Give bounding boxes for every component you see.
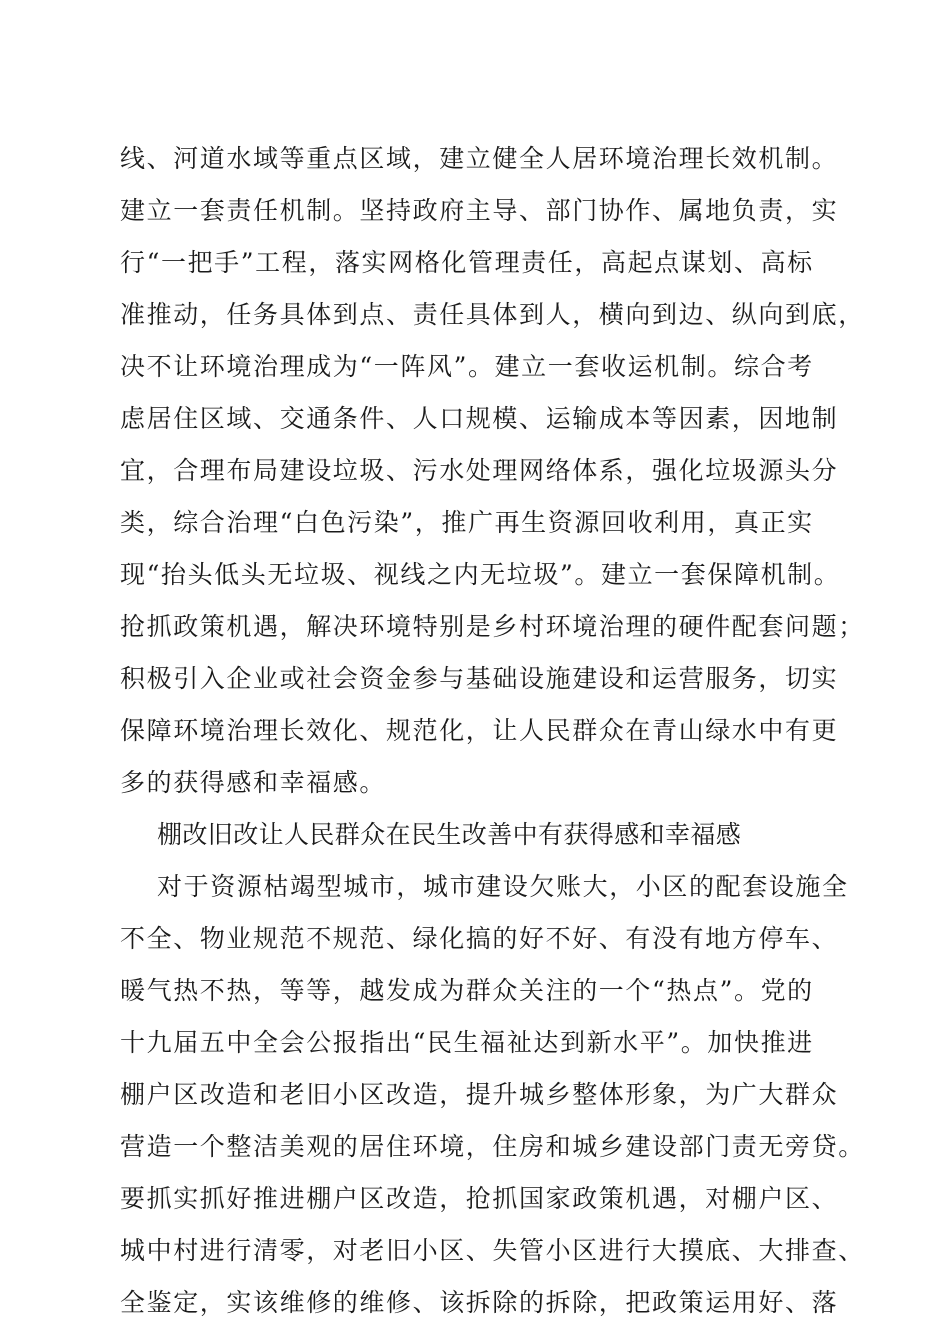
paragraph-line: 对于资源枯竭型城市，城市建设欠账大，小区的配套设施全 bbox=[157, 872, 849, 901]
paragraph-line: 十九届五中全会公报指出“民生福祉达到新水平”。加快推进 bbox=[120, 1028, 814, 1057]
paragraph-line: 虑居住区域、交通条件、人口规模、运输成本等因素，因地制 bbox=[120, 404, 839, 433]
paragraph-line: 类，综合治理“白色污染”，推广再生资源回收利用，真正实 bbox=[120, 508, 814, 537]
paragraph-line: 准推动，任务具体到点、责任具体到人，横向到边、纵向到底， bbox=[120, 300, 865, 329]
paragraph-line: 积极引入企业或社会资金参与基础设施建设和运营服务，切实 bbox=[120, 664, 839, 693]
paragraph-line: 宜，合理布局建设垃圾、污水处理网络体系，强化垃圾源头分 bbox=[120, 456, 839, 485]
paragraph-line: 营造一个整洁美观的居住环境，住房和城乡建设部门责无旁贷。 bbox=[120, 1132, 865, 1161]
paragraph-line: 现“抬头低头无垃圾、视线之内无垃圾”。建立一套保障机制。 bbox=[120, 560, 841, 589]
paragraph-line: 全鉴定，实该维修的维修、该拆除的拆除，把政策运用好、落 bbox=[120, 1288, 839, 1317]
section-heading: 棚改旧改让人民群众在民生改善中有获得感和幸福感 bbox=[157, 820, 742, 849]
paragraph-line: 暖气热不热，等等，越发成为群众关注的一个“热点”。党的 bbox=[120, 976, 814, 1005]
paragraph-line: 多的获得感和幸福感。 bbox=[120, 768, 387, 797]
paragraph-line: 不全、物业规范不规范、绿化搞的好不好、有没有地方停车、 bbox=[120, 924, 839, 953]
paragraph-line: 城中村进行清零，对老旧小区、失管小区进行大摸底、大排查、 bbox=[120, 1236, 865, 1265]
paragraph-line: 线、河道水域等重点区域，建立健全人居环境治理长效机制。 bbox=[120, 144, 839, 173]
paragraph-line: 建立一套责任机制。坚持政府主导、部门协作、属地负责，实 bbox=[120, 196, 839, 225]
paragraph-line: 要抓实抓好推进棚户区改造，抢抓国家政策机遇，对棚户区、 bbox=[120, 1184, 839, 1213]
paragraph-line: 决不让环境治理成为“一阵风”。建立一套收运机制。综合考 bbox=[120, 352, 814, 381]
paragraph-line: 保障环境治理长效化、规范化，让人民群众在青山绿水中有更 bbox=[120, 716, 839, 745]
paragraph-line: 棚户区改造和老旧小区改造，提升城乡整体形象，为广大群众 bbox=[120, 1080, 839, 1109]
document-body bbox=[120, 133, 865, 1329]
paragraph-line: 行“一把手”工程，落实网格化管理责任，高起点谋划、高标 bbox=[120, 248, 814, 277]
paragraph-line: 抢抓政策机遇，解决环境特别是乡村环境治理的硬件配套问题； bbox=[120, 612, 865, 641]
